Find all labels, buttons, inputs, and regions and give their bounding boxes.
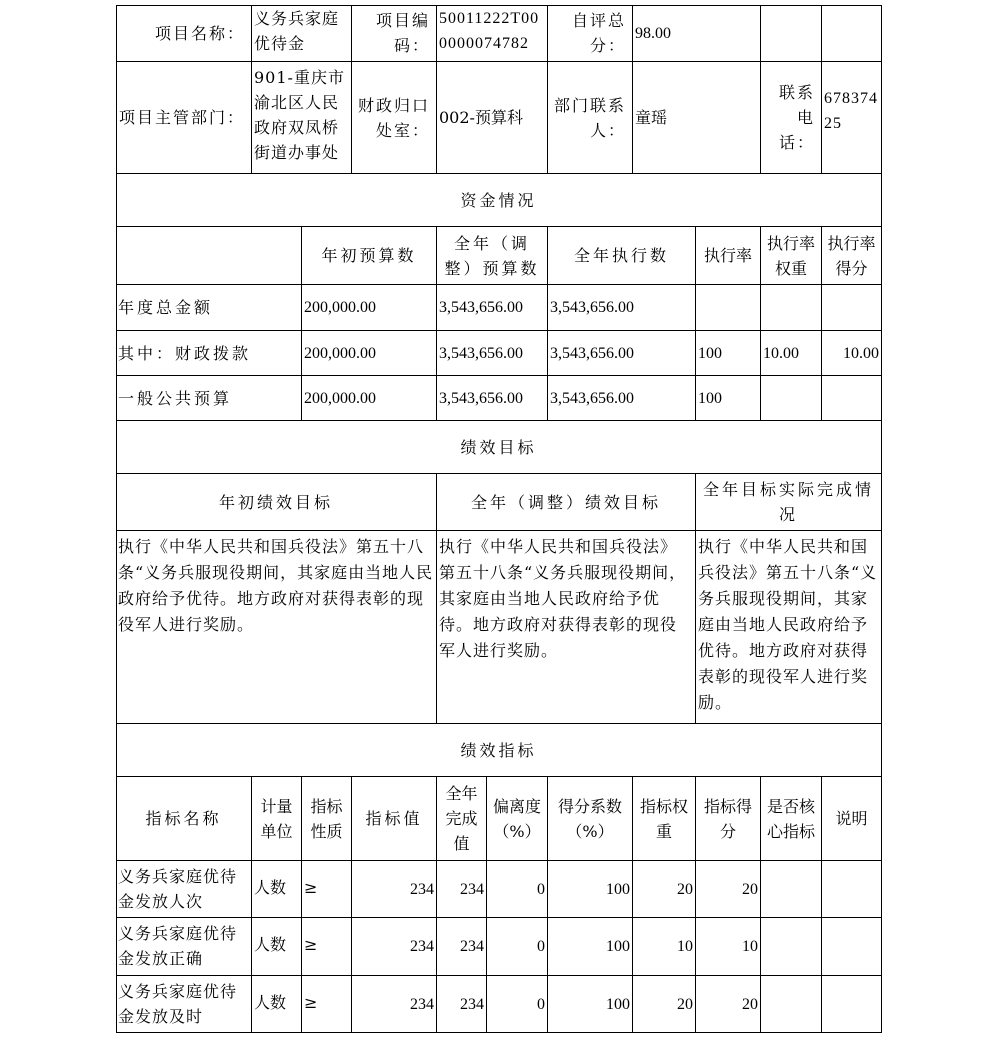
funds-row-adjusted: 3,543,656.00 — [437, 376, 548, 421]
ind-row-score: 20 — [696, 976, 761, 1033]
funds-row-executed: 3,543,656.00 — [548, 285, 696, 331]
ind-row-target: 234 — [352, 976, 437, 1033]
goals-header-adjusted: 全年（调整）绩效目标 — [437, 474, 696, 531]
funds-header-initial: 年初预算数 — [302, 227, 437, 285]
funds-row-weight: 10.00 — [761, 331, 822, 376]
funds-header-executed: 全年执行数 — [548, 227, 696, 285]
dept-value: 901-重庆市渝北区人民政府双凤桥街道办事处 — [252, 62, 352, 174]
goals-header-initial: 年初绩效目标 — [116, 474, 437, 531]
goals-adjusted-text: 执行《中华人民共和国兵役法》第五十八条“义务兵服现役期间，其家庭由当地人民政府给予优待。地方政府对获得表彰的现役军人进行奖励。 — [437, 531, 696, 724]
goals-section-title: 绩效目标 — [116, 421, 882, 474]
ind-row-name: 义务兵家庭优待金发放正确 — [116, 918, 252, 976]
funds-row-adjusted: 3,543,656.00 — [437, 331, 548, 376]
ind-header-target: 指标值 — [352, 777, 437, 861]
contact-label: 部门联系人： — [548, 62, 633, 174]
ind-row-weight: 20 — [633, 976, 696, 1033]
phone-label: 联系电话： — [761, 62, 822, 174]
empty-cell — [116, 227, 302, 285]
funds-row-score — [822, 285, 882, 331]
performance-evaluation-table — [116, 5, 882, 1033]
funds-row-executed: 3,543,656.00 — [548, 331, 696, 376]
ind-row-deviation: 0 — [487, 918, 548, 976]
ind-header-core: 是否核心指标 — [761, 777, 822, 861]
phone-value: 67837425 — [822, 62, 882, 174]
ind-header-name: 指标名称 — [116, 777, 252, 861]
goals-initial-text: 执行《中华人民共和国兵役法》第五十八条“义务兵服现役期间，其家庭由当地人民政府给予优待。地方政府对获得表彰的现役军人进行奖励。 — [116, 531, 437, 724]
indicators-section-title: 绩效指标 — [116, 724, 882, 777]
office-value: 002-预算科 — [437, 62, 548, 174]
goals-header-actual: 全年目标实际完成情况 — [696, 474, 882, 531]
ind-row-actual: 234 — [437, 976, 487, 1033]
funds-header-adjusted: 全年（调整）预算数 — [437, 227, 548, 285]
ind-row-core — [761, 918, 822, 976]
empty-cell — [761, 5, 822, 62]
ind-row-coef: 100 — [548, 918, 633, 976]
ind-header-unit: 计量单位 — [252, 777, 302, 861]
funds-row-executed: 3,543,656.00 — [548, 376, 696, 421]
funds-row-label: 一般公共预算 — [116, 376, 302, 421]
office-label: 财政归口处室： — [352, 62, 437, 174]
funds-section-title: 资金情况 — [116, 174, 882, 227]
ind-row-target: 234 — [352, 918, 437, 976]
ind-row-score: 10 — [696, 918, 761, 976]
funds-row-weight — [761, 376, 822, 421]
funds-row-initial: 200,000.00 — [302, 331, 437, 376]
ind-row-name: 义务兵家庭优待金发放人次 — [116, 861, 252, 918]
funds-row-rate: 100 — [696, 376, 761, 421]
funds-header-weight: 执行率权重 — [761, 227, 822, 285]
ind-row-deviation: 0 — [487, 976, 548, 1033]
funds-row-initial: 200,000.00 — [302, 376, 437, 421]
funds-row-label: 年度总金额 — [116, 285, 302, 331]
project-name-value: 义务兵家庭优待金 — [252, 5, 352, 62]
ind-header-weight: 指标权重 — [633, 777, 696, 861]
funds-row-adjusted: 3,543,656.00 — [437, 285, 548, 331]
funds-row-score: 10.00 — [822, 331, 882, 376]
ind-row-note — [822, 976, 882, 1033]
ind-header-deviation: 偏离度（%） — [487, 777, 548, 861]
ind-row-core — [761, 976, 822, 1033]
ind-header-nature: 指标性质 — [302, 777, 352, 861]
ind-row-deviation: 0 — [487, 861, 548, 918]
ind-row-note — [822, 861, 882, 918]
ind-row-unit: 人数 — [252, 861, 302, 918]
ind-row-nature: ≥ — [302, 976, 352, 1033]
ind-row-target: 234 — [352, 861, 437, 918]
ind-row-unit: 人数 — [252, 976, 302, 1033]
ind-row-unit: 人数 — [252, 918, 302, 976]
ind-row-nature: ≥ — [302, 918, 352, 976]
self-score-label: 自评总分： — [548, 5, 633, 62]
ind-row-weight: 20 — [633, 861, 696, 918]
empty-cell — [822, 5, 882, 62]
ind-row-core — [761, 861, 822, 918]
funds-header-score: 执行率得分 — [822, 227, 882, 285]
self-score-value: 98.00 — [633, 5, 761, 62]
ind-row-name: 义务兵家庭优待金发放及时 — [116, 976, 252, 1033]
contact-value: 童瑶 — [633, 62, 761, 174]
project-code-label: 项目编码： — [352, 5, 437, 62]
ind-header-actual: 全年完成值 — [437, 777, 487, 861]
ind-row-weight: 10 — [633, 918, 696, 976]
ind-row-nature: ≥ — [302, 861, 352, 918]
funds-row-rate — [696, 285, 761, 331]
ind-header-note: 说明 — [822, 777, 882, 861]
ind-row-coef: 100 — [548, 861, 633, 918]
ind-header-coef: 得分系数（%） — [548, 777, 633, 861]
ind-row-actual: 234 — [437, 861, 487, 918]
goals-actual-text: 执行《中华人民共和国兵役法》第五十八条“义务兵服现役期间，其家庭由当地人民政府给予优待。地方政府对获得表彰的现役军人进行奖励。 — [696, 531, 882, 724]
funds-row-rate: 100 — [696, 331, 761, 376]
ind-row-score: 20 — [696, 861, 761, 918]
funds-row-weight — [761, 285, 822, 331]
funds-row-initial: 200,000.00 — [302, 285, 437, 331]
funds-header-rate: 执行率 — [696, 227, 761, 285]
ind-header-score: 指标得分 — [696, 777, 761, 861]
project-code-value: 50011222T000000074782 — [437, 5, 548, 62]
funds-row-score — [822, 376, 882, 421]
ind-row-note — [822, 918, 882, 976]
project-name-label: 项目名称： — [116, 5, 252, 62]
ind-row-coef: 100 — [548, 976, 633, 1033]
dept-label: 项目主管部门： — [116, 62, 252, 174]
ind-row-actual: 234 — [437, 918, 487, 976]
funds-row-label: 其中：财政拨款 — [116, 331, 302, 376]
